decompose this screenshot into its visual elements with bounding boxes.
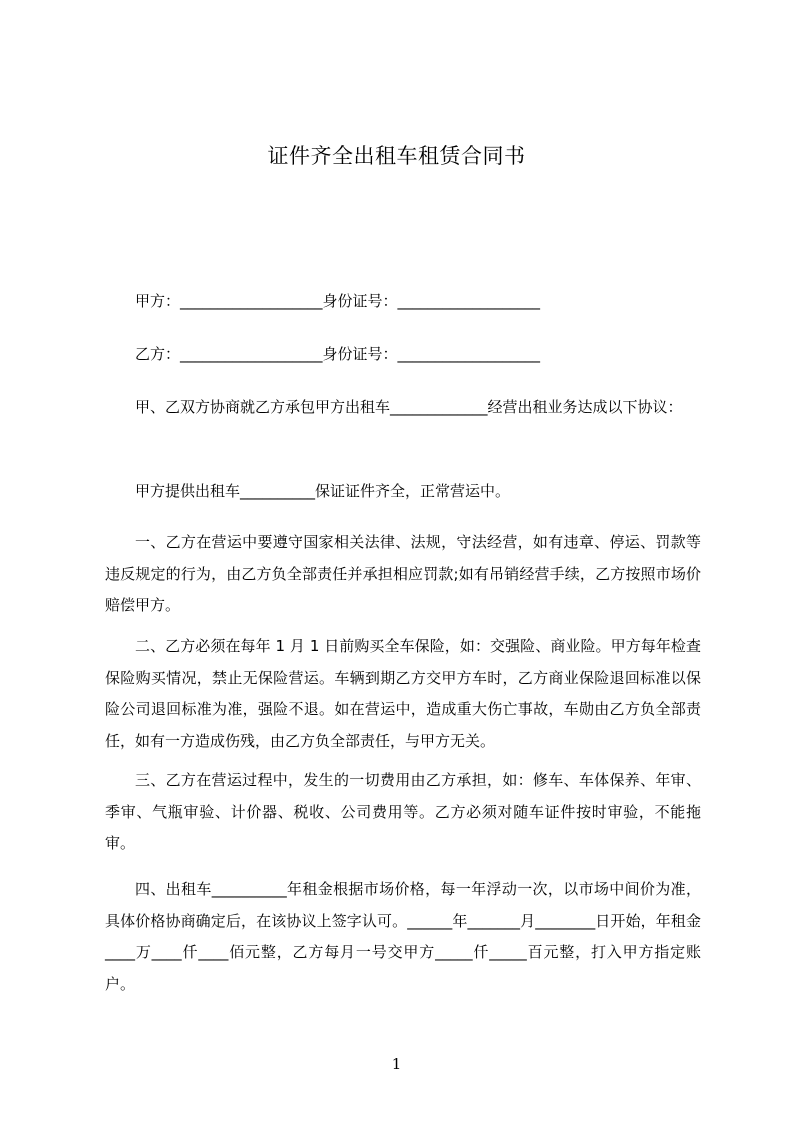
document-title: 证件齐全出租车租赁合同书	[267, 144, 526, 168]
provision-paragraph: 甲方提供出租车__________保证证件齐全，正常营运中。	[135, 482, 511, 500]
party-a-line: 甲方：___________________身份证号：___________________	[135, 292, 541, 310]
party-b-line: 乙方：___________________身份证号：___________________	[135, 345, 541, 363]
clause-1: 一、乙方在营运中要遵守国家相关法律、法规，守法经营，如有违章、停运、罚款等违反规定的行为，由乙方负全部责任并承担相应罚款;如有吊销经营手续，乙方按照市场价赔偿甲方。	[105, 533, 701, 614]
intro-paragraph: 甲、乙双方协商就乙方承包甲方出租车_____________经营出租业务达成以下协议：	[135, 398, 683, 416]
clause-4: 四、出租车__________年租金根据市场价格，每一年浮动一次，以市场中间价为准，具体价格协商确定后，在该协议上签字认可。______年_______月________日开始，年租金____万____仟____佰元整，乙方每月一号交甲方_____仟_____百元整，打入甲方指定账户。	[105, 880, 701, 993]
clause-2: 二、乙方必须在每年 1 月 1 日前购买全车保险，如：交强险、商业险。甲方每年检查保险购买情况，禁止无保险营运。车辆到期乙方交甲方车时，乙方商业保险退回标准以保险公司退回标准为准，强险不退。如在营运中，造成重大伤亡事故，车勋由乙方负全部责任，如有一方造成伤残，由乙方负全部责任，与甲方无关。	[105, 637, 701, 750]
clause-3: 三、乙方在营运过程中，发生的一切费用由乙方承担，如：修车、车体保养、年审、季审、气瓶审验、计价器、税收、公司费用等。乙方必须对随车证件按时审验，不能拖审。	[105, 771, 701, 852]
page-number: 1	[391, 1055, 402, 1073]
